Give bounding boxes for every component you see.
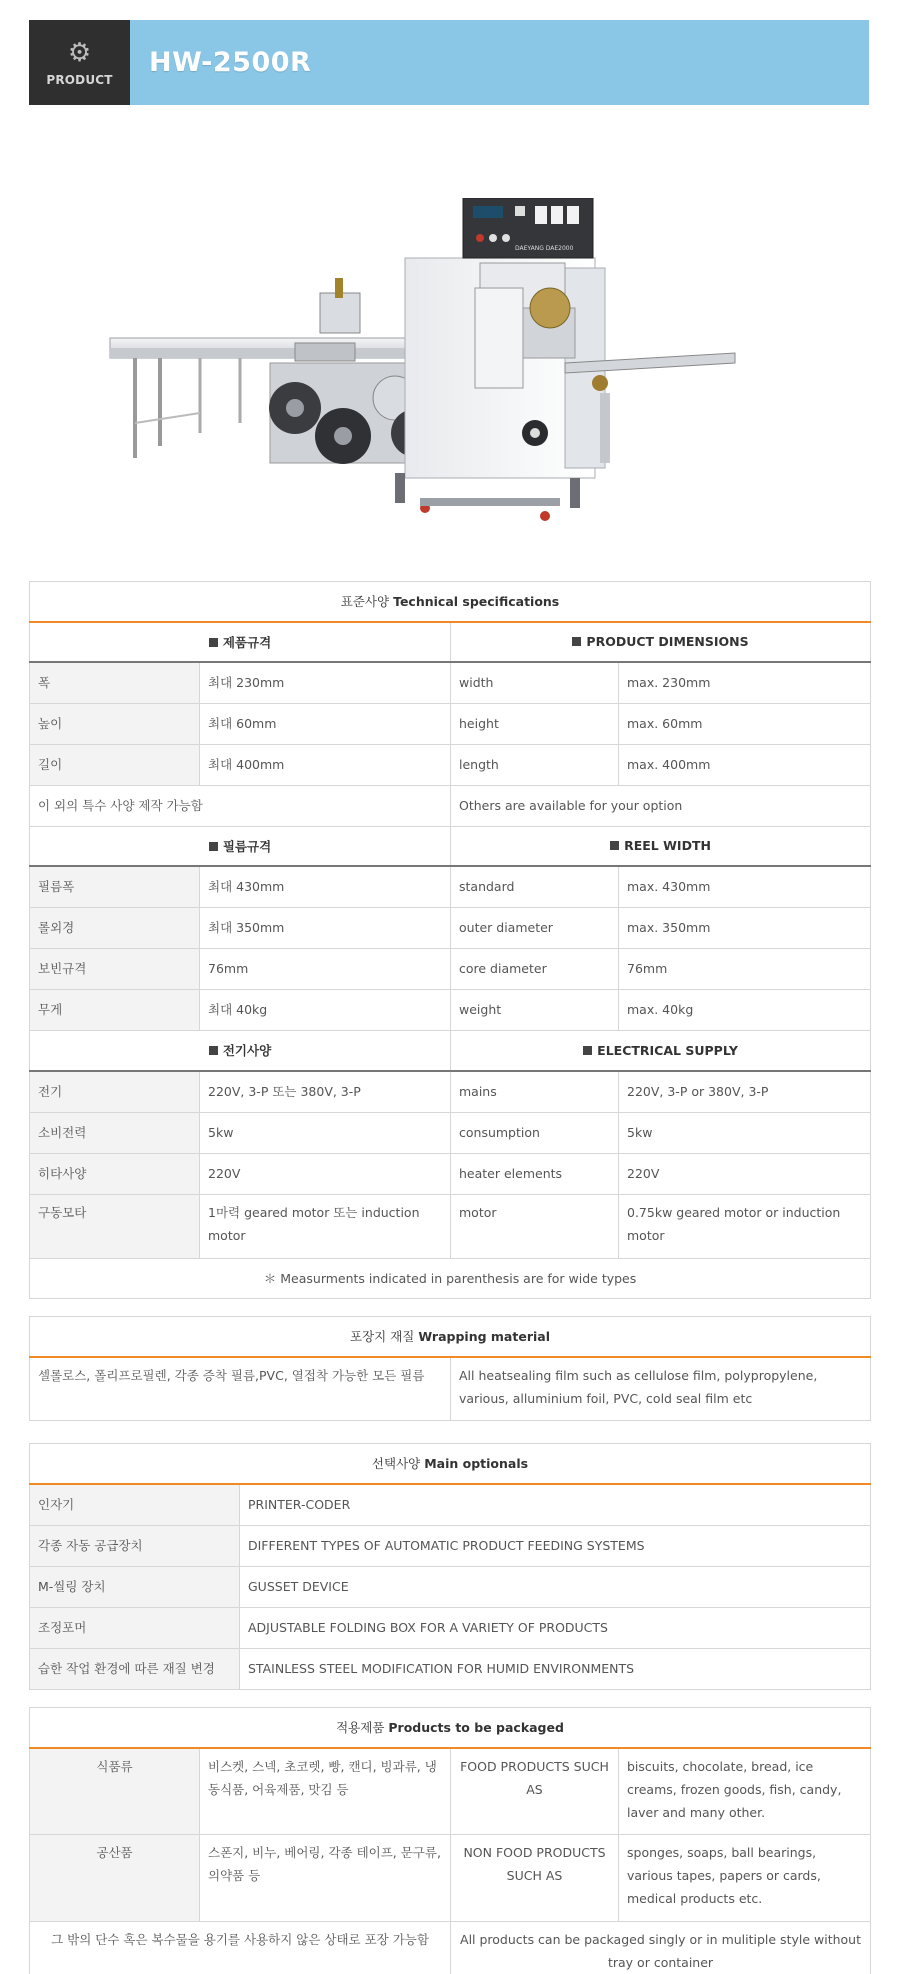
section-header-en bbox=[451, 622, 871, 662]
products-caption-ko: 적용제품 bbox=[336, 1720, 385, 1736]
wrapping-caption bbox=[30, 1317, 871, 1357]
table-row bbox=[30, 1153, 871, 1194]
value-en: max. 400mm bbox=[619, 744, 871, 785]
table-row bbox=[30, 744, 871, 785]
items-ko: 스폰지, 비누, 베어링, 각종 테이프, 문구류, 의약품 등 bbox=[200, 1835, 451, 1922]
section-header-ko bbox=[30, 622, 451, 662]
section-title: ELECTRICAL SUPPLY bbox=[597, 1042, 738, 1058]
table-row bbox=[30, 1748, 871, 1835]
label-en: heater elements bbox=[451, 1153, 619, 1194]
label-ko: 보빈규격 bbox=[30, 949, 200, 990]
note-ko: 이 외의 특수 사양 제작 가능함 bbox=[30, 785, 451, 826]
option-ko: 습한 작업 환경에 따른 재질 변경 bbox=[30, 1648, 240, 1689]
table-row bbox=[30, 1357, 871, 1421]
square-bullet-icon bbox=[572, 637, 581, 646]
items-en: sponges, soaps, ball bearings, various tapes, papers or cards, medical products etc. bbox=[619, 1835, 871, 1922]
table-row bbox=[30, 949, 871, 990]
table-row bbox=[30, 1484, 871, 1526]
optionals-caption bbox=[30, 1444, 871, 1484]
products-caption-en: Products to be packaged bbox=[388, 1720, 564, 1736]
value-ko: 최대 40kg bbox=[200, 990, 451, 1031]
specs-caption-en: Technical specifications bbox=[393, 594, 560, 610]
product-header bbox=[29, 20, 869, 105]
value-en: max. 230mm bbox=[619, 662, 871, 704]
label-ko: 소비전력 bbox=[30, 1112, 200, 1153]
optionals-caption-en: Main optionals bbox=[424, 1456, 529, 1472]
label-en: width bbox=[451, 662, 619, 704]
table-row bbox=[30, 1835, 871, 1922]
wrapping-en: All heatsealing film such as cellulose film, polypropylene, various, alluminium foil, PVC, cold seal film etc bbox=[451, 1357, 871, 1421]
table-row bbox=[30, 1648, 871, 1689]
wrapping-caption-ko: 포장지 재질 bbox=[350, 1329, 415, 1345]
label-ko: 롤외경 bbox=[30, 908, 200, 949]
footnote: ＊ Measurments indicated in parenthesis are for wide types bbox=[30, 1258, 871, 1298]
technical-specifications-table bbox=[29, 581, 871, 1299]
label-ko: 구동모타 bbox=[30, 1194, 200, 1258]
section-title: 제품규격 bbox=[222, 634, 272, 650]
option-ko: M-씰링 장치 bbox=[30, 1566, 240, 1607]
value-en: max. 60mm bbox=[619, 703, 871, 744]
table-row bbox=[30, 662, 871, 704]
value-ko: 최대 430mm bbox=[200, 866, 451, 908]
products-table bbox=[29, 1707, 871, 1974]
items-ko: 비스켓, 스넥, 초코렛, 빵, 캔디, 빙과류, 냉동식품, 어육제품, 맛김 등 bbox=[200, 1748, 451, 1835]
label-en: standard bbox=[451, 866, 619, 908]
panel-brand: DAEYANG DAE2000 bbox=[515, 245, 574, 252]
optionals-caption-ko: 선택사양 bbox=[371, 1456, 421, 1472]
footer-en: All products can be packaged singly or in mulitiple style without tray or container bbox=[451, 1922, 871, 1974]
label-en: height bbox=[451, 703, 619, 744]
value-en: 5kw bbox=[619, 1112, 871, 1153]
category-en: NON FOOD PRODUCTS SUCH AS bbox=[451, 1835, 619, 1922]
value-ko: 최대 350mm bbox=[200, 908, 451, 949]
category-en: FOOD PRODUCTS SUCH AS bbox=[451, 1748, 619, 1835]
option-en: PRINTER-CODER bbox=[240, 1484, 871, 1526]
table-row bbox=[30, 1566, 871, 1607]
table-row bbox=[30, 785, 871, 826]
label-en: outer diameter bbox=[451, 908, 619, 949]
table-row bbox=[30, 866, 871, 908]
product-title: HW-2500R bbox=[149, 47, 312, 78]
option-ko: 인자기 bbox=[30, 1484, 240, 1526]
section-title: 필름규격 bbox=[222, 838, 272, 854]
section-header-en bbox=[451, 826, 871, 866]
option-en: GUSSET DEVICE bbox=[240, 1566, 871, 1607]
table-row bbox=[30, 1607, 871, 1648]
table-row bbox=[30, 1071, 871, 1113]
value-en: 220V, 3-P or 380V, 3-P bbox=[619, 1071, 871, 1113]
label-ko: 폭 bbox=[30, 662, 200, 704]
main-optionals-table bbox=[29, 1443, 871, 1690]
value-ko: 최대 400mm bbox=[200, 744, 451, 785]
specs-caption bbox=[30, 582, 871, 622]
value-ko: 220V, 3-P 또는 380V, 3-P bbox=[200, 1071, 451, 1113]
value-en: 0.75kw geared motor or induction motor bbox=[619, 1194, 871, 1258]
section-title: REEL WIDTH bbox=[624, 838, 711, 854]
table-row bbox=[30, 908, 871, 949]
wrapping-material-table bbox=[29, 1316, 871, 1421]
gear-icon: ⚙ bbox=[67, 37, 92, 68]
value-ko: 최대 60mm bbox=[200, 703, 451, 744]
option-en: STAINLESS STEEL MODIFICATION FOR HUMID ENVIRONMENTS bbox=[240, 1648, 871, 1689]
label-ko: 길이 bbox=[30, 744, 200, 785]
footer-ko: 그 밖의 단수 혹은 복수물을 용기를 사용하지 않은 상태로 포장 가능함 bbox=[30, 1922, 451, 1974]
machine-image bbox=[95, 198, 810, 533]
option-en: ADJUSTABLE FOLDING BOX FOR A VARIETY OF PRODUCTS bbox=[240, 1607, 871, 1648]
category-ko: 공산품 bbox=[30, 1835, 200, 1922]
section-header-ko bbox=[30, 826, 451, 866]
label-ko: 높이 bbox=[30, 703, 200, 744]
value-ko: 최대 230mm bbox=[200, 662, 451, 704]
label-ko: 히타사양 bbox=[30, 1153, 200, 1194]
wrapping-caption-en: Wrapping material bbox=[418, 1329, 550, 1345]
specs-caption-ko: 표준사양 bbox=[340, 594, 390, 610]
note-en: Others are available for your option bbox=[451, 785, 871, 826]
label-ko: 무게 bbox=[30, 990, 200, 1031]
table-row bbox=[30, 1525, 871, 1566]
table-row bbox=[30, 990, 871, 1031]
table-row bbox=[30, 703, 871, 744]
label-en: weight bbox=[451, 990, 619, 1031]
value-en: 220V bbox=[619, 1153, 871, 1194]
label-en: length bbox=[451, 744, 619, 785]
value-en: max. 40kg bbox=[619, 990, 871, 1031]
section-header-en bbox=[451, 1031, 871, 1071]
table-row bbox=[30, 1112, 871, 1153]
square-bullet-icon bbox=[209, 1046, 218, 1055]
section-header-ko bbox=[30, 1031, 451, 1071]
value-en: 76mm bbox=[619, 949, 871, 990]
wrapping-ko: 셀롤로스, 폴리프로필렌, 각종 증착 필름,PVC, 열접착 가능한 모든 필름 bbox=[30, 1357, 451, 1421]
square-bullet-icon bbox=[610, 841, 619, 850]
value-en: max. 430mm bbox=[619, 866, 871, 908]
products-caption bbox=[30, 1708, 871, 1748]
option-ko: 조정포머 bbox=[30, 1607, 240, 1648]
items-en: biscuits, chocolate, bread, ice creams, frozen goods, fish, candy, laver and many other. bbox=[619, 1748, 871, 1835]
label-ko: 전기 bbox=[30, 1071, 200, 1113]
option-en: DIFFERENT TYPES OF AUTOMATIC PRODUCT FEEDING SYSTEMS bbox=[240, 1525, 871, 1566]
option-ko: 각종 자동 공급장치 bbox=[30, 1525, 240, 1566]
section-title: PRODUCT DIMENSIONS bbox=[586, 634, 749, 649]
label-en: core diameter bbox=[451, 949, 619, 990]
label-en: consumption bbox=[451, 1112, 619, 1153]
table-row bbox=[30, 1922, 871, 1974]
category-ko: 식품류 bbox=[30, 1748, 200, 1835]
value-ko: 220V bbox=[200, 1153, 451, 1194]
label-en: motor bbox=[451, 1194, 619, 1258]
label-en: mains bbox=[451, 1071, 619, 1113]
badge-label: PRODUCT bbox=[46, 72, 113, 87]
table-row bbox=[30, 1194, 871, 1258]
section-title: 전기사양 bbox=[222, 1043, 272, 1059]
value-ko: 1마력 geared motor 또는 induction motor bbox=[200, 1194, 451, 1258]
value-en: max. 350mm bbox=[619, 908, 871, 949]
value-ko: 5kw bbox=[200, 1112, 451, 1153]
label-ko: 필름폭 bbox=[30, 866, 200, 908]
square-bullet-icon bbox=[583, 1046, 592, 1055]
square-bullet-icon bbox=[209, 638, 218, 647]
product-badge bbox=[29, 20, 130, 105]
square-bullet-icon bbox=[209, 842, 218, 851]
value-ko: 76mm bbox=[200, 949, 451, 990]
